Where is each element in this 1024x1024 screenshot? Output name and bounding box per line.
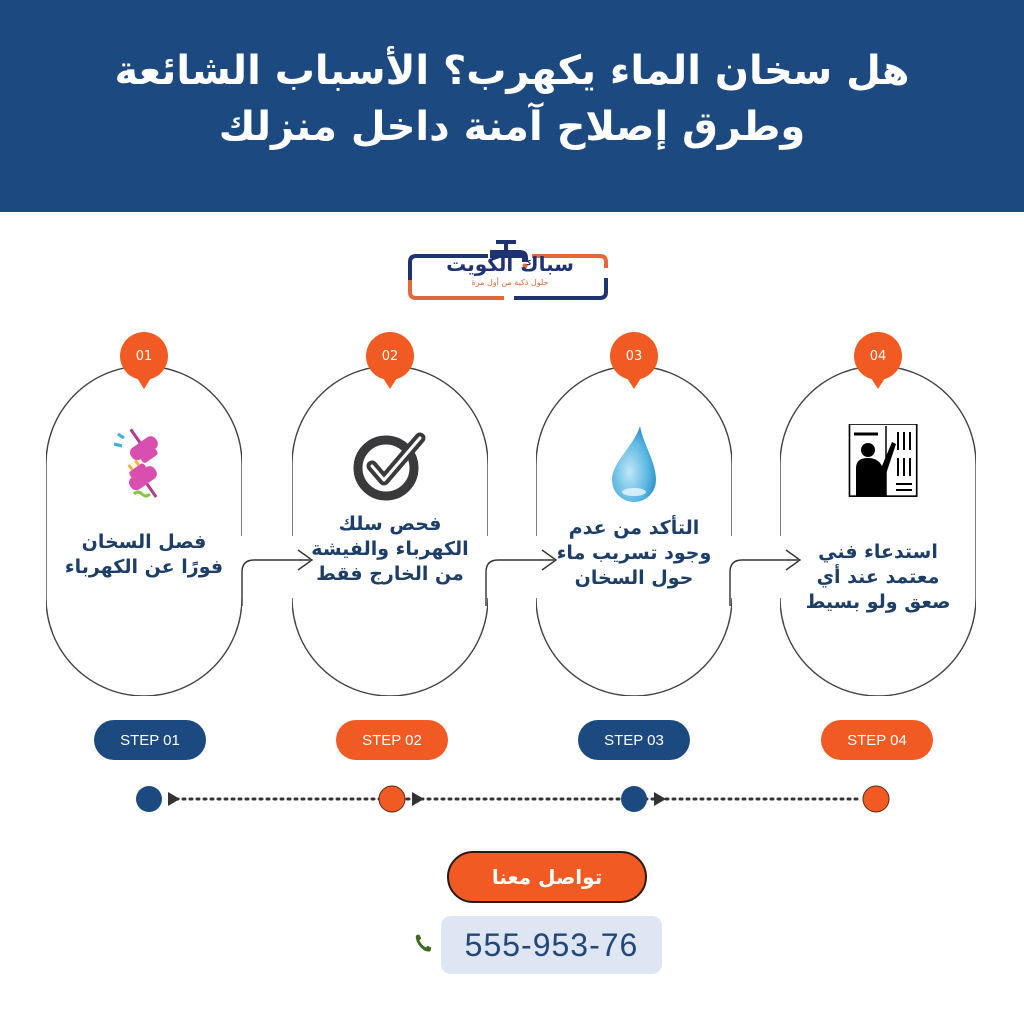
contact-us-button[interactable]: تواصل معنا (447, 851, 647, 903)
water-drop-icon (594, 424, 674, 504)
step-text: فصل السخان فورًا عن الكهرباء (64, 531, 224, 578)
arrow-right-icon (168, 792, 180, 806)
step-card-3 (536, 348, 732, 696)
logo-tagline: حلول ذكية من أول مرة (471, 278, 549, 287)
unplug-icon (104, 424, 184, 504)
phone-number[interactable]: 555-953-76 (441, 916, 662, 974)
step-number-badge: 01 (120, 332, 168, 380)
arrow-right-icon (654, 792, 666, 806)
timeline-dot-3 (621, 786, 647, 812)
technician-tools-icon (838, 424, 918, 504)
step-text: استدعاء فني معتمد عند أي صعق ولو بسيط (805, 541, 951, 613)
step-number-badge: 03 (610, 332, 658, 380)
step-card-4 (780, 348, 976, 696)
checkmark-circle-icon (350, 424, 430, 504)
timeline-dot-1 (136, 786, 162, 812)
step-text: التأكد من عدم وجود تسريب ماء حول السخان (556, 517, 712, 589)
step-label-4: STEP 04 (821, 720, 933, 760)
step-label-3: STEP 03 (578, 720, 690, 760)
logo-name: سباك الكويت (446, 252, 574, 276)
progress-timeline (0, 780, 1024, 820)
header-banner (0, 0, 1024, 212)
page-title: هل سخان الماء يكهرب؟ الأسباب الشائعة وطرق إصلاح آمنة داخل منزلك (114, 48, 910, 150)
arrow-right-icon (412, 792, 424, 806)
step-text: فحص سلك الكهرباء والفيشة من الخارج فقط (311, 513, 469, 585)
step-card-2 (292, 348, 488, 696)
logo (404, 238, 616, 304)
step-card-1 (46, 348, 242, 696)
step-number-badge: 02 (366, 332, 414, 380)
step-number-badge: 04 (854, 332, 902, 380)
step-label-2: STEP 02 (336, 720, 448, 760)
step-label-1: STEP 01 (94, 720, 206, 760)
timeline-dot-4 (863, 786, 889, 812)
phone-icon (413, 932, 435, 954)
timeline-dot-2 (379, 786, 405, 812)
